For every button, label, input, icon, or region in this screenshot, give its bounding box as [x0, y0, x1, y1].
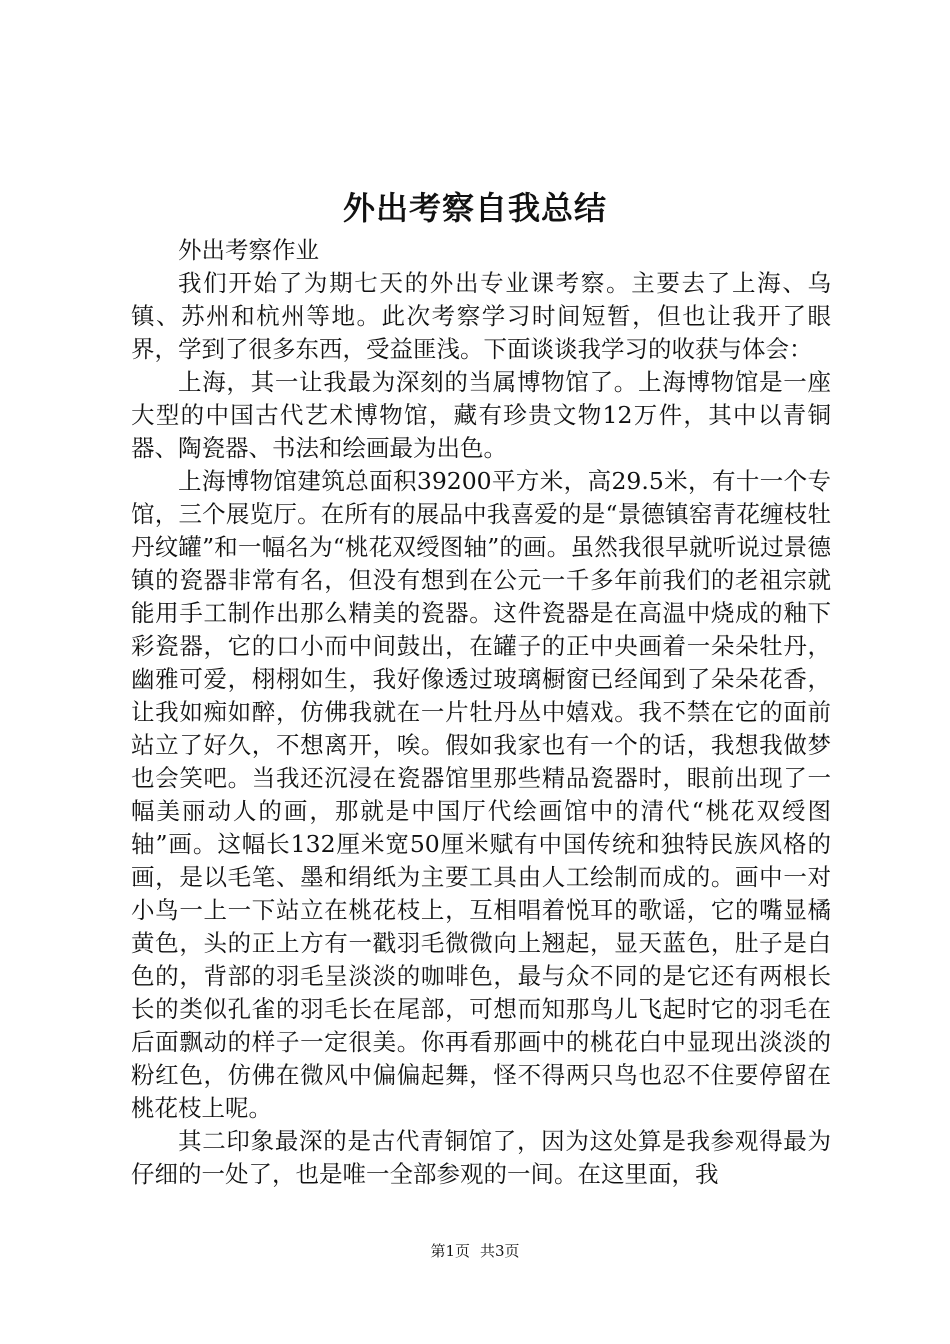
paragraph-subtitle: 外出考察作业 — [178, 236, 319, 264]
paragraph-intro: 我们开始了为期七天的外出专业课考察。主要去了上海、乌镇、苏州和杭州等地。此次考察学习时间短暂，但也让我开了眼界，学到了很多东西，受益匪浅。下面谈谈我学习的收获与体会： — [131, 269, 831, 363]
paragraph-museum-exhibits: 上海博物馆建筑总面积39200平方米，高29.5米，有十一个专馆，三个展览厅。在所有的展品中我喜爱的是“景德镇窑青花缠枝牡丹纹罐”和一幅名为“桃花双绶图轴”的画。虽然我很早就听说过景德镇的瓷器非常有名，但没有想到在公元一千多年前我们的老祖宗就能用手工制作出那么精美的瓷器。这件瓷器是在高温中烧成的釉下彩瓷器，它的口小而中间鼓出，在罐子的正中央画着一朵朵牡丹，幽雅可爱，栩栩如生，我好像透过玻璃橱窗已经闻到了朵朵花香，让我如痴如醉，仿佛我就在一片牡丹丛中嬉戏。我不禁在它的面前站立了好久，不想离开，唉。假如我家也有一个的话，我想我做梦也会笑吧。当我还沉浸在瓷器馆里那些精品瓷器时，眼前出现了一幅美丽动人的画，那就是中国厅代绘画馆中的清代“桃花双绶图轴”画。这幅长132厘米宽50厘米赋有中国传统和独特民族风格的画，是以毛笔、墨和绢纸为主要工具由人工绘制而成的。画中一对小鸟一上一下站立在桃花枝上，互相唱着悦耳的歌谣，它的嘴显橘黄色，头的正上方有一戳羽毛微微向上翘起，显天蓝色，肚子是白色的，背部的羽毛呈淡淡的咖啡色，最与众不同的是它还有两根长长的类似孔雀的羽毛长在尾部，可想而知那鸟儿飞起时它的羽毛在后面飘动的样子一定很美。你再看那画中的桃花白中显现出淡淡的粉红色，仿佛在微风中偏偏起舞，怪不得两只鸟也忍不住要停留在桃花枝上呢。 — [131, 467, 831, 1122]
page-total: 共3页 — [480, 1242, 520, 1260]
paragraph-shanghai-museum: 上海，其一让我最为深刻的当属博物馆了。上海博物馆是一座大型的中国古代艺术博物馆，藏有珍贵文物12万件，其中以青铜器、陶瓷器、书法和绘画最为出色。 — [131, 368, 831, 462]
page-footer — [0, 1240, 950, 1262]
document-body — [131, 234, 831, 1191]
document-title: 外出考察自我总结 — [342, 189, 607, 227]
paragraph-bronze-hall: 其二印象最深的是古代青铜馆了，因为这处算是我参观得最为仔细的一处了，也是唯一全部参观的一间。在这里面，我 — [131, 1127, 831, 1188]
page-number: 第1页 — [430, 1242, 470, 1260]
